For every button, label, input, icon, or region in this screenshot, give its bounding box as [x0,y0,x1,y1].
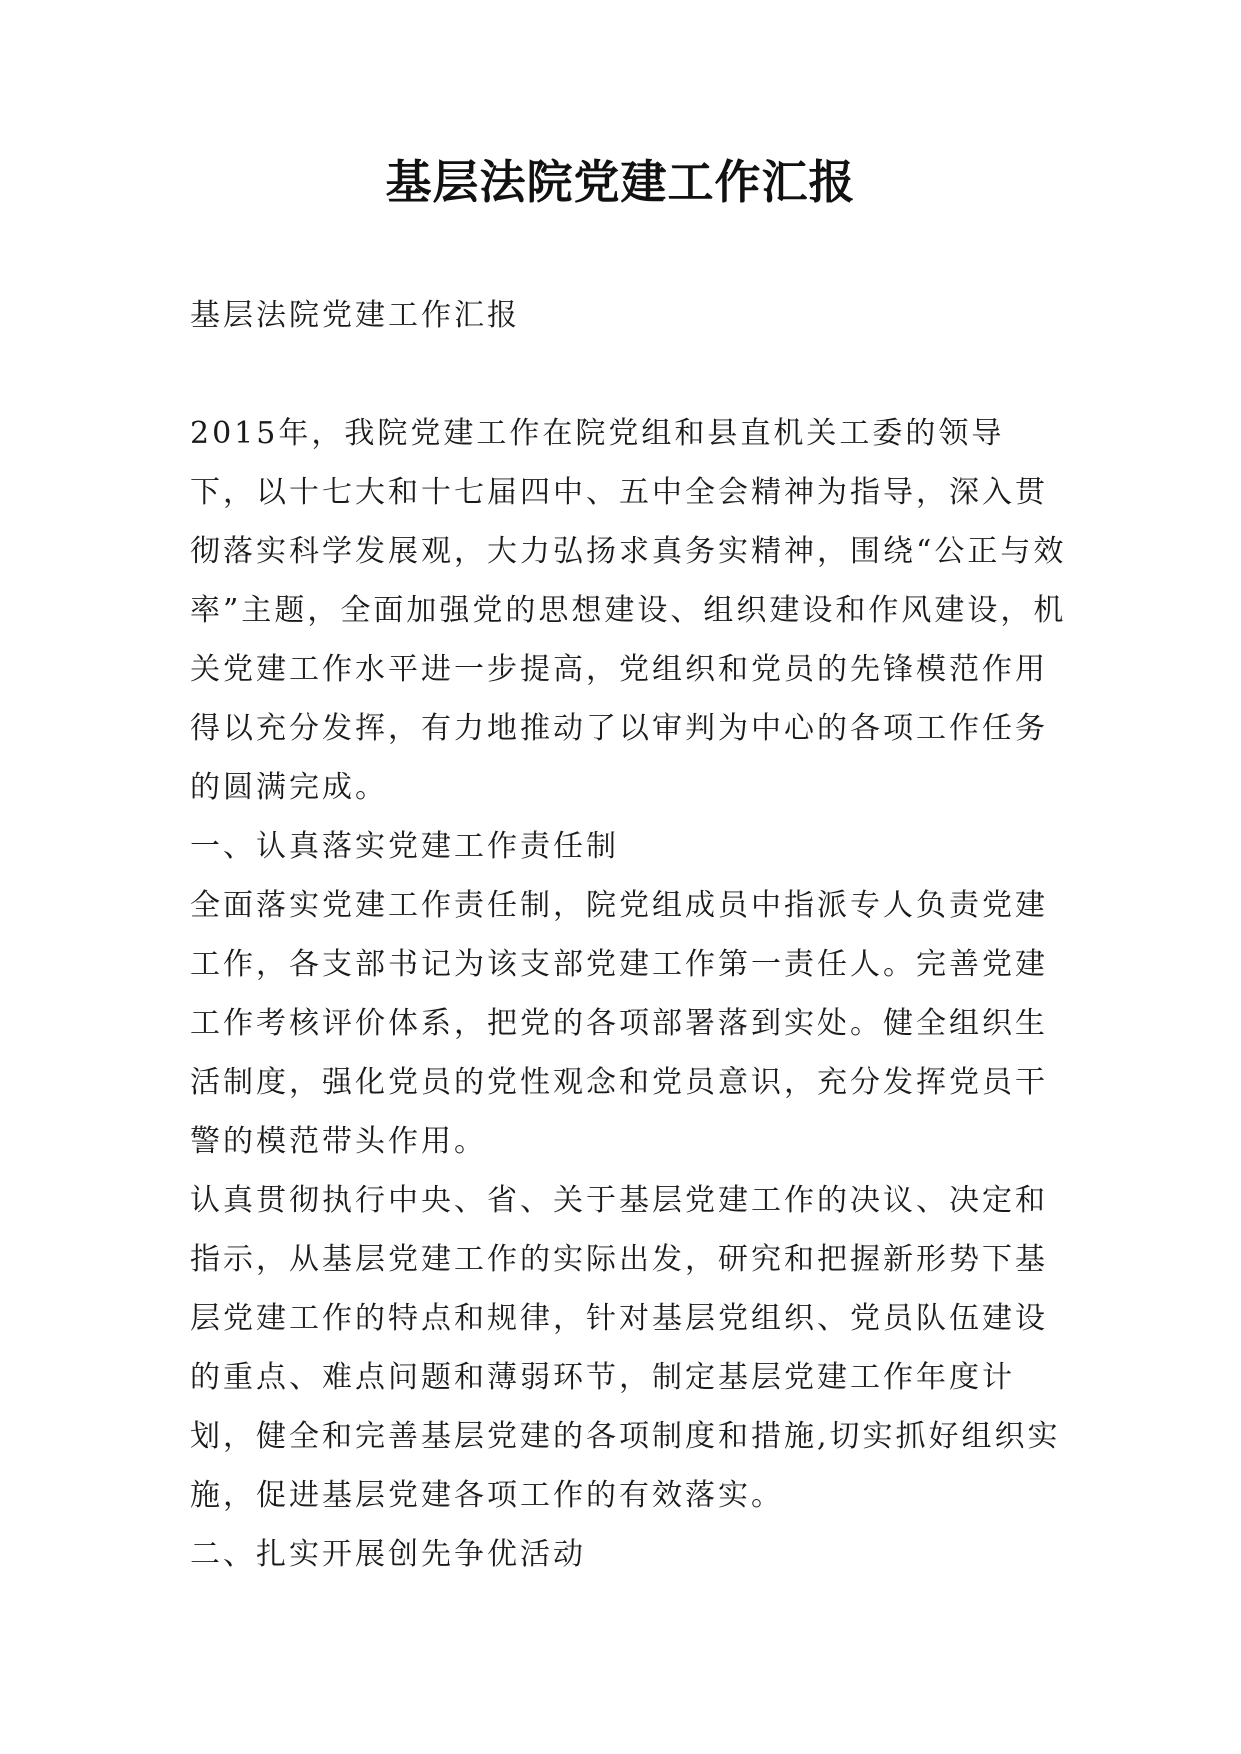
paragraph-intro: 2015年，我院党建工作在院党组和县直机关工委的领导下，以十七大和十七届四中、五中全会精神为指导，深入贯彻落实科学发展观，大力弘扬求真务实精神，围绕“公正与效率”主题，全面加强党的思想建设、组织建设和作风建设，机关党建工作水平进一步提高，党组织和党员的先锋模范作用得以充分发挥，有力地推动了以审判为中心的各项工作任务的圆满完成。 [190,416,1067,805]
paragraph-implementation: 认真贯彻执行中央、省、关于基层党建工作的决议、决定和指示，从基层党建工作的实际出发，研究和把握新形势下基层党建工作的特点和规律，针对基层党组织、党员队伍建设的重点、难点问题和薄弱环节，制定基层党建工作年度计划，健全和完善基层党建的各项制度和措施,切实抓好组织实施，促进基层党建各项工作的有效落实。 [190,1183,1061,1513]
document-title: 基层法院党建工作汇报 [385,155,856,209]
section-heading-1: 一、认真落实党建工作责任制 [190,829,619,864]
document-body [190,286,1070,1584]
section-heading-2: 二、扎实开展创先争优活动 [190,1537,586,1572]
paragraph-responsibility: 全面落实党建工作责任制，院党组成员中指派专人负责党建工作，各支部书记为该支部党建工作第一责任人。完善党建工作考核评价体系，把党的各项部署落到实处。健全组织生活制度，强化党员的党性观念和党员意识，充分发挥党员干警的模范带头作用。 [190,888,1048,1159]
document-subtitle: 基层法院党建工作汇报 [190,298,520,333]
